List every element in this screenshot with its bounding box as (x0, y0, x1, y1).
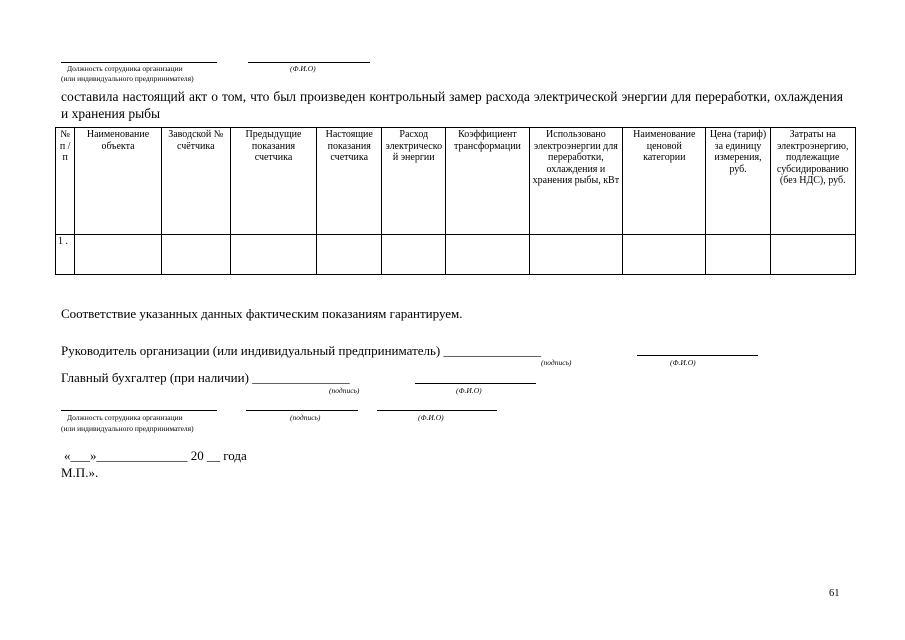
table-row (56, 235, 856, 275)
table-cell: 1 . (56, 235, 75, 275)
table-header-row (56, 128, 856, 235)
stamp-label: М.П.». (61, 465, 99, 480)
table-cell (446, 235, 529, 275)
col-header-number: № п / п (56, 128, 75, 235)
fio-signature-line (248, 62, 370, 63)
head-fio-caption: (Ф.И.О) (670, 358, 696, 367)
col-header-transformation-ratio: Коэффициент трансформации (446, 128, 529, 235)
accountant-fio-line (415, 383, 536, 384)
guarantee-statement: Соответствие указанных данных фактическим показаниям гарантируем. (61, 306, 463, 321)
date-line: «___»______________ 20 __ года (64, 448, 247, 463)
table-cell (529, 235, 623, 275)
col-header-consumption: Расход электрической энергии (382, 128, 446, 235)
table-cell (317, 235, 382, 275)
entrepreneur-note: (или индивидуального предпринимателя) (61, 74, 194, 83)
measurement-table (55, 127, 856, 275)
position-signature-line (61, 62, 217, 63)
col-header-unit-price: Цена (тариф) за единицу измерения, руб. (706, 128, 770, 235)
position-label: Должность сотрудника организации (67, 64, 183, 73)
accountant-signature-label: Главный бухгалтер (при наличии) _______________ (61, 370, 350, 385)
bottom-signature-caption: (подпись) (290, 413, 321, 422)
bottom-position-line (61, 410, 217, 411)
page-number: 61 (829, 588, 840, 599)
table-cell (623, 235, 706, 275)
bottom-fio-line (377, 410, 497, 411)
act-statement: составила настоящий акт о том, что был произведен контрольный замер расхода электрической энергии для переработки, охлаждения и хранения рыбы (61, 89, 843, 121)
col-header-meter-serial: Заводской № счётчика (161, 128, 230, 235)
table-cell (230, 235, 316, 275)
bottom-fio-caption: (Ф.И.О) (418, 413, 444, 422)
col-header-subsidized-costs: Затраты на электроэнергию, подлежащие субсидированию (без НДС), руб. (770, 128, 855, 235)
fio-caption: (Ф.И.О) (290, 64, 316, 73)
head-signature-label: Руководитель организации (или индивидуальный предприниматель) _______________ (61, 343, 542, 358)
col-header-price-category: Наименование ценовой категории (623, 128, 706, 235)
accountant-signature-caption: (подпись) (329, 386, 360, 395)
table-cell (382, 235, 446, 275)
accountant-fio-caption: (Ф.И.О) (456, 386, 482, 395)
col-header-current-reading: Настоящие показания счетчика (317, 128, 382, 235)
head-signature-caption: (подпись) (541, 358, 572, 367)
table-cell (706, 235, 770, 275)
col-header-object: Наименование объекта (75, 128, 161, 235)
bottom-position-label: Должность сотрудника организации (67, 413, 183, 422)
bottom-signature-line (246, 410, 358, 411)
col-header-energy-used: Использовано электроэнергии для переработки, охлаждения и хранения рыбы, кВт (529, 128, 623, 235)
table-cell (770, 235, 855, 275)
table-cell (75, 235, 161, 275)
head-fio-line (637, 355, 758, 356)
col-header-previous-reading: Предыдущие показания счетчика (230, 128, 316, 235)
table-cell (161, 235, 230, 275)
bottom-entrepreneur-note: (или индивидуального предпринимателя) (61, 424, 194, 433)
